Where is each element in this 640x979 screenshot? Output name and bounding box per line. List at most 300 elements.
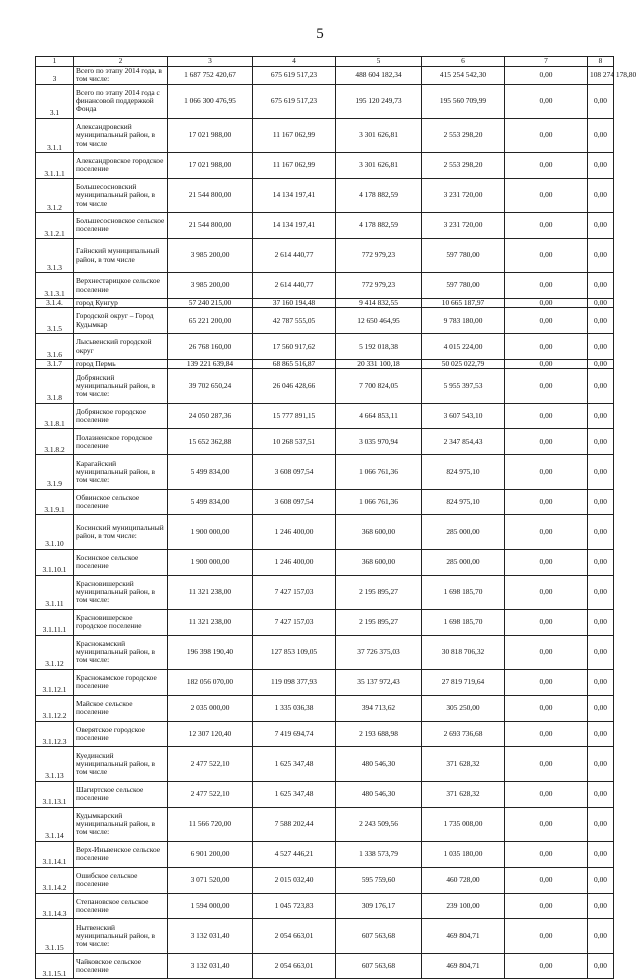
value-col-7: 0,00 [505,549,588,575]
row-code: 3.1.6 [36,334,74,360]
value-col-5: 7 700 824,05 [336,369,422,403]
value-col-6: 469 804,71 [422,953,505,979]
value-col-3: 17 021 988,00 [168,152,253,178]
value-col-8: 0,00 [588,919,614,953]
value-col-8: 0,00 [588,721,614,747]
value-col-7: 0,00 [505,334,588,360]
value-col-8: 0,00 [588,369,614,403]
value-col-8: 0,00 [588,953,614,979]
value-col-6: 27 819 719,64 [422,669,505,695]
value-col-5: 195 120 249,73 [336,84,422,118]
value-col-7: 0,00 [505,635,588,669]
value-col-8: 0,00 [588,695,614,721]
value-col-5: 595 759,60 [336,867,422,893]
value-col-7: 0,00 [505,575,588,609]
row-name: Краснокамский муниципальный район, в том числе: [74,635,168,669]
row-code: 3.1.9.1 [36,489,74,515]
value-col-3: 1 900 000,00 [168,549,253,575]
value-col-4: 7 588 202,44 [253,807,336,841]
row-name: Всего по этапу 2014 года, в том числе: [74,67,168,85]
row-code: 3.1.3.1 [36,273,74,299]
value-col-5: 5 192 018,38 [336,334,422,360]
table-row [36,893,614,919]
value-col-6: 824 975,10 [422,455,505,489]
value-col-3: 2 477 522,10 [168,747,253,781]
value-col-8: 0,00 [588,360,614,369]
value-col-8: 0,00 [588,635,614,669]
value-col-6: 1 035 180,00 [422,841,505,867]
value-col-8: 0,00 [588,747,614,781]
row-name: Ошибское сельское поселение [74,867,168,893]
value-col-6: 1 698 185,70 [422,575,505,609]
value-col-4: 2 054 663,01 [253,953,336,979]
value-col-3: 3 985 200,00 [168,273,253,299]
row-name: Александровский муниципальный район, в том числе [74,118,168,152]
table-row [36,867,614,893]
value-col-4: 15 777 891,15 [253,403,336,429]
table-row [36,609,614,635]
value-col-6: 3 231 720,00 [422,178,505,212]
value-col-4: 675 619 517,23 [253,84,336,118]
table-row [36,549,614,575]
value-col-6: 285 000,00 [422,549,505,575]
value-col-4: 17 560 917,62 [253,334,336,360]
value-col-4: 1 335 036,38 [253,695,336,721]
value-col-4: 1 625 347,48 [253,747,336,781]
value-col-3: 3 071 520,00 [168,867,253,893]
row-code: 3.1.13.1 [36,781,74,807]
value-col-4: 7 427 157,03 [253,575,336,609]
value-col-4: 68 865 516,87 [253,360,336,369]
value-col-5: 309 176,17 [336,893,422,919]
value-col-5: 35 137 972,43 [336,669,422,695]
value-col-6: 469 804,71 [422,919,505,953]
value-col-3: 11 321 238,00 [168,609,253,635]
value-col-4: 4 527 446,21 [253,841,336,867]
row-name: Большесосновский муниципальный район, в том числе [74,178,168,212]
value-col-7: 0,00 [505,178,588,212]
value-col-5: 607 563,68 [336,919,422,953]
column-number: 2 [74,57,168,67]
value-col-8: 0,00 [588,669,614,695]
value-col-6: 3 607 543,10 [422,403,505,429]
row-code: 3.1.4. [36,299,74,308]
value-col-3: 15 652 362,88 [168,429,253,455]
value-col-4: 11 167 062,99 [253,118,336,152]
column-number: 5 [336,57,422,67]
value-col-4: 3 608 097,54 [253,489,336,515]
row-name: Городской округ – Город Кудымкар [74,308,168,334]
value-col-4: 10 268 537,51 [253,429,336,455]
row-code: 3.1.15.1 [36,953,74,979]
value-col-6: 371 628,32 [422,747,505,781]
value-col-8: 0,00 [588,152,614,178]
value-col-5: 2 243 509,56 [336,807,422,841]
value-col-5: 2 195 895,27 [336,575,422,609]
value-col-4: 14 134 197,41 [253,213,336,239]
value-col-3: 3 132 031,40 [168,919,253,953]
value-col-8: 0,00 [588,807,614,841]
table-row [36,84,614,118]
value-col-4: 2 614 440,77 [253,273,336,299]
value-col-4: 2 614 440,77 [253,238,336,272]
value-col-6: 415 254 542,30 [422,67,505,85]
value-col-7: 0,00 [505,67,588,85]
value-col-3: 182 056 070,00 [168,669,253,695]
row-code: 3.1.2 [36,178,74,212]
row-code: 3.1.12.2 [36,695,74,721]
value-col-6: 2 553 298,20 [422,118,505,152]
value-col-6: 9 783 180,00 [422,308,505,334]
column-number: 3 [168,57,253,67]
value-col-3: 2 035 000,00 [168,695,253,721]
row-code: 3.1.9 [36,455,74,489]
column-number: 1 [36,57,74,67]
table-row [36,747,614,781]
table-row [36,515,614,549]
value-col-7: 0,00 [505,299,588,308]
row-code: 3.1.8.1 [36,403,74,429]
row-code: 3.1.3 [36,238,74,272]
value-col-8: 0,00 [588,575,614,609]
table-row [36,489,614,515]
value-col-6: 2 553 298,20 [422,152,505,178]
table-row [36,178,614,212]
value-col-8: 0,00 [588,213,614,239]
row-name: Нытвенский муниципальный район, в том числе: [74,919,168,953]
table-row [36,334,614,360]
table-row [36,369,614,403]
table-row [36,299,614,308]
row-code: 3.1.2.1 [36,213,74,239]
row-name: Майское сельское поселение [74,695,168,721]
value-col-3: 5 499 834,00 [168,489,253,515]
value-col-6: 3 231 720,00 [422,213,505,239]
value-col-3: 39 702 650,24 [168,369,253,403]
value-col-3: 17 021 988,00 [168,118,253,152]
value-col-6: 460 728,00 [422,867,505,893]
value-col-5: 772 979,23 [336,273,422,299]
value-col-7: 0,00 [505,953,588,979]
row-code: 3.1.8 [36,369,74,403]
table-row [36,807,614,841]
row-name: Обвинское сельское поселение [74,489,168,515]
budget-table [35,56,637,979]
value-col-3: 11 321 238,00 [168,575,253,609]
row-code: 3.1.1 [36,118,74,152]
value-col-3: 1 594 000,00 [168,893,253,919]
value-col-8: 0,00 [588,609,614,635]
value-col-3: 3 132 031,40 [168,953,253,979]
row-code: 3.1.12.3 [36,721,74,747]
value-col-8: 0,00 [588,118,614,152]
value-col-7: 0,00 [505,360,588,369]
value-col-7: 0,00 [505,669,588,695]
row-code: 3.1.11 [36,575,74,609]
value-col-4: 11 167 062,99 [253,152,336,178]
row-name: Красновишерский муниципальный район, в том числе: [74,575,168,609]
table-row [36,67,614,85]
value-col-3: 1 066 300 476,95 [168,84,253,118]
row-code: 3.1.5 [36,308,74,334]
value-col-3: 139 221 639,84 [168,360,253,369]
value-col-7: 0,00 [505,515,588,549]
value-col-5: 368 600,00 [336,515,422,549]
column-number: 4 [253,57,336,67]
row-code: 3.1 [36,84,74,118]
column-number: 7 [505,57,588,67]
row-name: Добрянский муниципальный район, в том числе: [74,369,168,403]
value-col-7: 0,00 [505,747,588,781]
row-name: Куединский муниципальный район, в том числе [74,747,168,781]
row-name: город Пермь [74,360,168,369]
table-row [36,781,614,807]
value-col-7: 0,00 [505,152,588,178]
value-col-7: 0,00 [505,308,588,334]
page-number: 5 [316,26,324,42]
value-col-4: 119 098 377,93 [253,669,336,695]
value-col-5: 394 713,62 [336,695,422,721]
row-name: Большесосновское сельское поселение [74,213,168,239]
row-code: 3.1.15 [36,919,74,953]
value-col-6: 4 015 224,00 [422,334,505,360]
row-name: Лысьвенский городской округ [74,334,168,360]
value-col-4: 1 045 723,83 [253,893,336,919]
row-code: 3.1.8.2 [36,429,74,455]
row-code: 3.1.14.3 [36,893,74,919]
value-col-8: 0,00 [588,273,614,299]
value-col-3: 2 477 522,10 [168,781,253,807]
value-col-5: 3 035 970,94 [336,429,422,455]
table-row [36,152,614,178]
value-col-6: 305 250,00 [422,695,505,721]
row-name: Верх-Иньвенское сельское поселение [74,841,168,867]
value-col-6: 371 628,32 [422,781,505,807]
table-row [36,273,614,299]
value-col-8: 0,00 [588,308,614,334]
table-row [36,118,614,152]
value-col-6: 5 955 397,53 [422,369,505,403]
value-col-5: 2 195 895,27 [336,609,422,635]
row-name: Кудымкарский муниципальный район, в том числе: [74,807,168,841]
value-col-7: 0,00 [505,213,588,239]
value-col-3: 1 900 000,00 [168,515,253,549]
value-col-7: 0,00 [505,841,588,867]
value-col-7: 0,00 [505,695,588,721]
row-code: 3.1.1.1 [36,152,74,178]
value-col-7: 0,00 [505,455,588,489]
value-col-7: 0,00 [505,893,588,919]
value-col-6: 10 665 187,97 [422,299,505,308]
value-col-3: 196 398 190,40 [168,635,253,669]
row-name: Полазненское городское поселение [74,429,168,455]
row-code: 3 [36,67,74,85]
value-col-7: 0,00 [505,273,588,299]
value-col-3: 21 544 800,00 [168,178,253,212]
table-row [36,721,614,747]
value-col-5: 480 546,30 [336,747,422,781]
value-col-5: 20 331 100,18 [336,360,422,369]
value-col-5: 368 600,00 [336,549,422,575]
value-col-4: 1 625 347,48 [253,781,336,807]
value-col-4: 37 160 194,48 [253,299,336,308]
value-col-8: 0,00 [588,867,614,893]
row-code: 3.1.14.2 [36,867,74,893]
value-col-7: 0,00 [505,609,588,635]
value-col-6: 2 347 854,43 [422,429,505,455]
value-col-3: 26 768 160,00 [168,334,253,360]
value-col-3: 3 985 200,00 [168,238,253,272]
value-col-8: 0,00 [588,455,614,489]
table-row [36,429,614,455]
table-row [36,919,614,953]
value-col-4: 675 619 517,23 [253,67,336,85]
row-name: Чайковское сельское поселение [74,953,168,979]
table-row [36,635,614,669]
value-col-4: 127 853 109,05 [253,635,336,669]
row-code: 3.1.11.1 [36,609,74,635]
value-col-4: 3 608 097,54 [253,455,336,489]
row-code: 3.1.13 [36,747,74,781]
row-code: 3.1.7 [36,360,74,369]
row-name: Краснокамское городское поселение [74,669,168,695]
value-col-3: 11 566 720,00 [168,807,253,841]
value-col-6: 597 780,00 [422,238,505,272]
value-col-8: 0,00 [588,178,614,212]
value-col-3: 65 221 200,00 [168,308,253,334]
row-code: 3.1.14.1 [36,841,74,867]
row-name: Степановское сельское поселение [74,893,168,919]
value-col-8: 0,00 [588,84,614,118]
value-col-8: 0,00 [588,429,614,455]
value-col-5: 2 193 688,98 [336,721,422,747]
value-col-5: 1 066 761,36 [336,455,422,489]
value-col-4: 7 419 694,74 [253,721,336,747]
value-col-3: 5 499 834,00 [168,455,253,489]
value-col-8: 0,00 [588,403,614,429]
table-row [36,669,614,695]
row-name: Александровское городское поселение [74,152,168,178]
value-col-3: 12 307 120,40 [168,721,253,747]
value-col-4: 1 246 400,00 [253,515,336,549]
row-name: Красновишерское городское поселение [74,609,168,635]
value-col-7: 0,00 [505,238,588,272]
value-col-8: 108 274 178,80 [588,67,614,85]
value-col-6: 30 818 706,32 [422,635,505,669]
value-col-8: 0,00 [588,549,614,575]
value-col-5: 1 066 761,36 [336,489,422,515]
value-col-7: 0,00 [505,429,588,455]
row-name: Оверятское городское поселение [74,721,168,747]
value-col-8: 0,00 [588,841,614,867]
value-col-6: 50 025 022,79 [422,360,505,369]
value-col-5: 480 546,30 [336,781,422,807]
value-col-7: 0,00 [505,84,588,118]
value-col-7: 0,00 [505,919,588,953]
value-col-3: 1 687 752 420,67 [168,67,253,85]
value-col-4: 26 046 428,66 [253,369,336,403]
row-name: Всего по этапу 2014 года с финансовой поддержкой Фонда [74,84,168,118]
value-col-7: 0,00 [505,369,588,403]
value-col-6: 239 100,00 [422,893,505,919]
table-row [36,308,614,334]
value-col-5: 12 650 464,95 [336,308,422,334]
value-col-6: 824 975,10 [422,489,505,515]
value-col-3: 21 544 800,00 [168,213,253,239]
value-col-5: 3 301 626,81 [336,118,422,152]
value-col-3: 57 240 215,00 [168,299,253,308]
value-col-7: 0,00 [505,721,588,747]
value-col-6: 597 780,00 [422,273,505,299]
value-col-5: 9 414 832,55 [336,299,422,308]
table-row [36,841,614,867]
value-col-4: 2 054 663,01 [253,919,336,953]
row-name: Карагайский муниципальный район, в том числе: [74,455,168,489]
table-row [36,213,614,239]
value-col-5: 37 726 375,03 [336,635,422,669]
value-col-4: 1 246 400,00 [253,549,336,575]
row-code: 3.1.12.1 [36,669,74,695]
value-col-8: 0,00 [588,238,614,272]
value-col-5: 4 178 882,59 [336,178,422,212]
row-name: Добрянское городское поселение [74,403,168,429]
value-col-7: 0,00 [505,781,588,807]
value-col-6: 1 735 008,00 [422,807,505,841]
row-name: Косинское сельское поселение [74,549,168,575]
value-col-5: 772 979,23 [336,238,422,272]
row-name: Косинский муниципальный район, в том числе: [74,515,168,549]
value-col-5: 3 301 626,81 [336,152,422,178]
value-col-5: 488 604 182,34 [336,67,422,85]
value-col-8: 0,00 [588,515,614,549]
value-col-6: 1 698 185,70 [422,609,505,635]
row-name: Шагиртское сельское поселение [74,781,168,807]
value-col-7: 0,00 [505,867,588,893]
table-row [36,238,614,272]
row-name: город Кунгур [74,299,168,308]
value-col-8: 0,00 [588,489,614,515]
value-col-7: 0,00 [505,403,588,429]
table-row [36,695,614,721]
value-col-7: 0,00 [505,807,588,841]
row-code: 3.1.12 [36,635,74,669]
table-row [36,953,614,979]
value-col-6: 285 000,00 [422,515,505,549]
column-number: 6 [422,57,505,67]
table-row [36,403,614,429]
column-number: 8 [588,57,614,67]
row-code: 3.1.10.1 [36,549,74,575]
row-code: 3.1.10 [36,515,74,549]
table-row [36,455,614,489]
row-code: 3.1.14 [36,807,74,841]
value-col-8: 0,00 [588,299,614,308]
value-col-4: 2 015 032,40 [253,867,336,893]
row-name: Гайнский муниципальный район, в том числе [74,238,168,272]
value-col-3: 6 901 200,00 [168,841,253,867]
table-row [36,360,614,369]
value-col-5: 4 664 853,11 [336,403,422,429]
table-row [36,575,614,609]
value-col-7: 0,00 [505,118,588,152]
value-col-6: 2 693 736,68 [422,721,505,747]
value-col-3: 24 050 287,36 [168,403,253,429]
value-col-5: 4 178 882,59 [336,213,422,239]
value-col-8: 0,00 [588,893,614,919]
value-col-8: 0,00 [588,334,614,360]
value-col-4: 42 787 555,05 [253,308,336,334]
value-col-7: 0,00 [505,489,588,515]
